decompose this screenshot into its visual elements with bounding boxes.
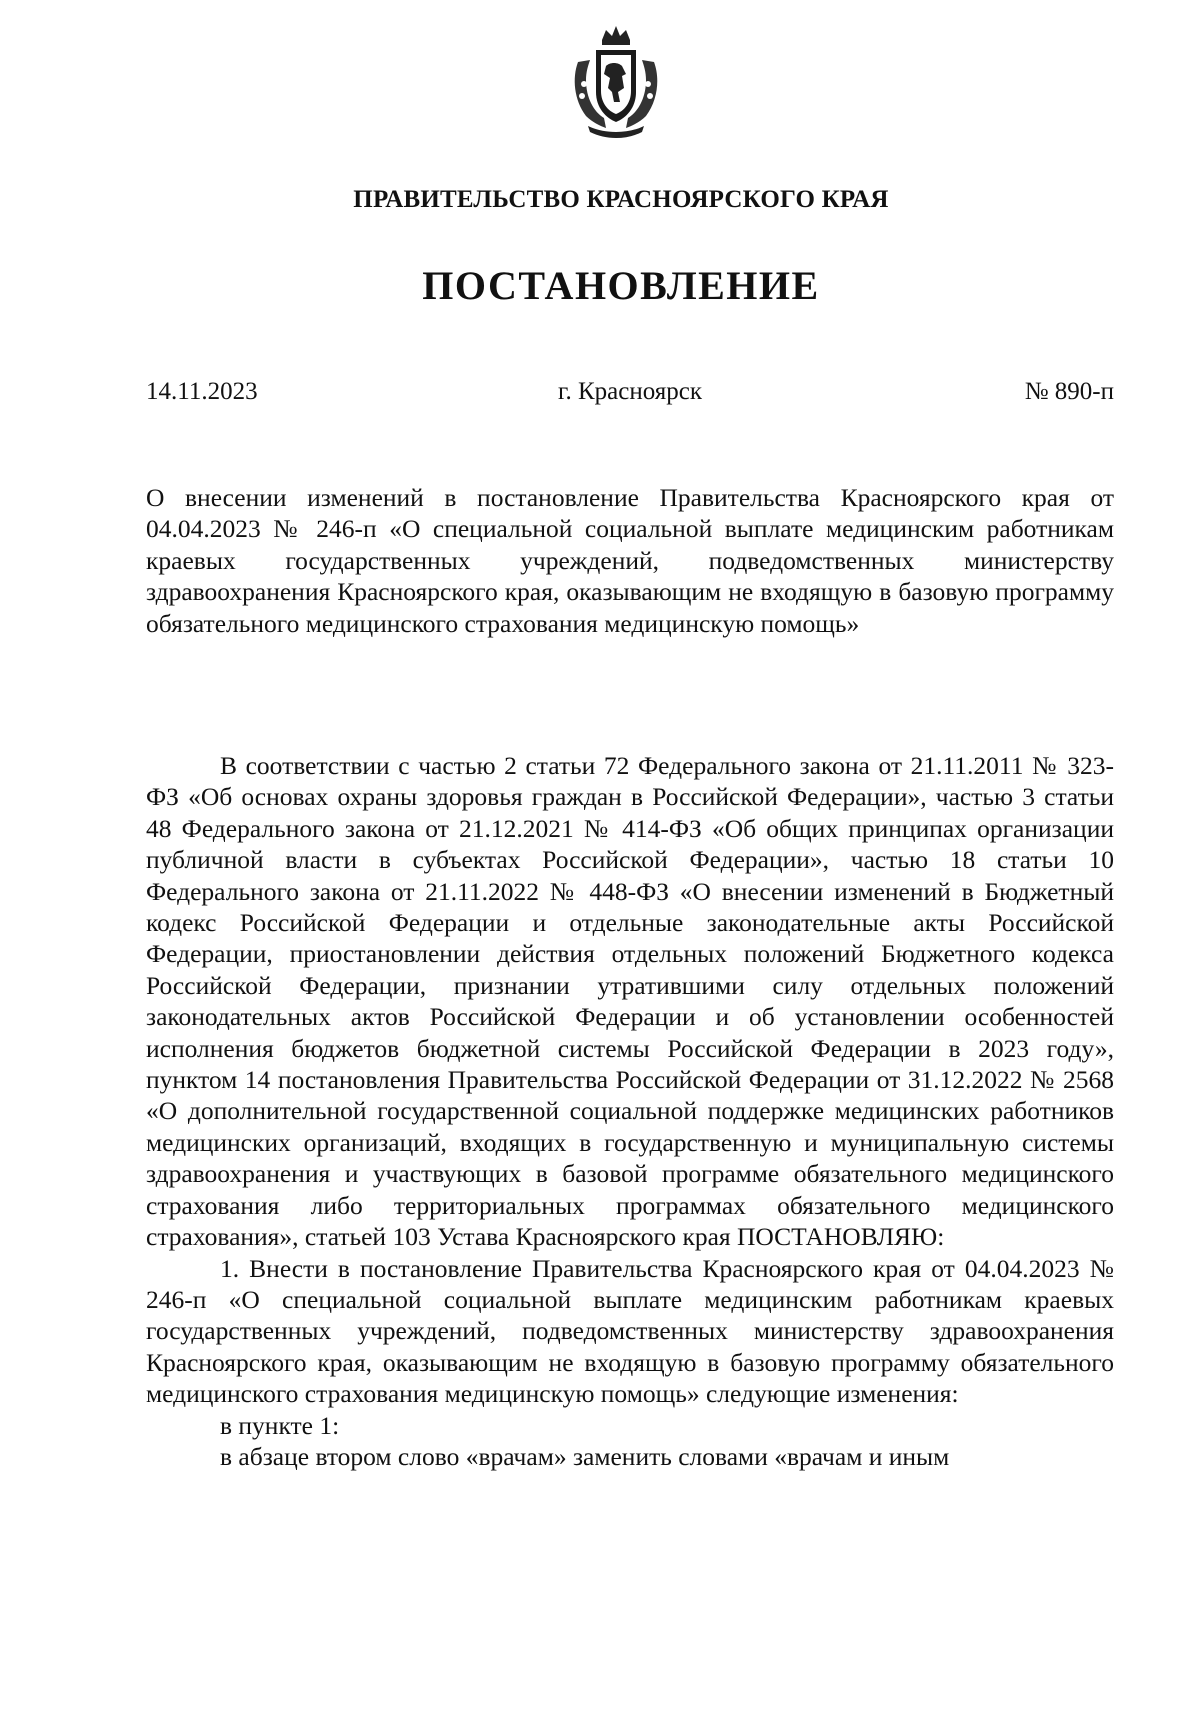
document-date: 14.11.2023	[146, 378, 258, 405]
preamble-paragraph: В соответствии с частью 2 статьи 72 Федерального закона от 21.11.2011 № 323-ФЗ «Об основах охраны здоровья граждан в Российской Федерации», частью 3 статьи 48 Федерального закона от 21.12.2021 № 414-ФЗ «Об общих принципах организации публичной власти в субъектах Российской Федерации», частью 18 статьи 10 Федерального закона от 21.11.2022 № 448-ФЗ «О внесении изменений в Бюджетный кодекс Российской Федерации и отдельные законодательные акты Российской Федерации, приостановлении действия отдельных положений Бюджетного кодекса Российской Федерации, признании утратившими силу отдельных положений законодательных актов Российской Федерации и об установлении особенностей исполнения бюджетов бюджетной системы Российской Федерации в 2023 году», пунктом 14 постановления Правительства Российской Федерации от 31.12.2022 № 2568 «О дополнительной государственной социальной поддержке медицинских работников медицинских организаций, входящих в государственную и муниципальную системы здравоохранения и участвующих в базовой программе обязательного медицинского страхования либо территориальных программах обязательного медицинского страхования», статьей 103 Устава Красноярского края ПОСТАНОВЛЯЮ:	[146, 751, 1114, 1252]
document-city: г. Красноярск	[558, 378, 702, 405]
item-1-sub-paragraph: в пункте 1:	[220, 1410, 340, 1440]
item-1-paragraph: 1. Внести в постановление Правительства Красноярского края от 04.04.2023 № 246-п «О специальной социальной выплате медицинским работникам краевых государственных учреждений, подведомственных министерству здравоохранения Красноярского края, оказывающим не входящую в базовую программу обязательного медицинского страхования медицинскую помощь» следующие изменения:	[146, 1253, 1114, 1409]
document-type-title: ПОСТАНОВЛЕНИЕ	[422, 263, 820, 308]
item-1-sub-text-paragraph: в абзаце втором слово «врачам» заменить словами «врачам и иным	[220, 1441, 950, 1471]
coat-of-arms-icon	[568, 22, 664, 140]
document-subject	[146, 482, 1114, 639]
document-body	[146, 750, 1114, 1472]
organization-title: ПРАВИТЕЛЬСТВО КРАСНОЯРСКОГО КРАЯ	[353, 186, 889, 213]
document-number: № 890-п	[1024, 378, 1114, 405]
subject-text: О внесении изменений в постановление Правительства Красноярского края от 04.04.2023 № 246-п «О специальной социальной выплате медицинским работникам краевых государственных учреждений, подведомственных министерству здравоохранения Красноярского края, оказывающим не входящую в базовую программу обязательного медицинского страхования медицинскую помощь»	[146, 483, 1114, 638]
